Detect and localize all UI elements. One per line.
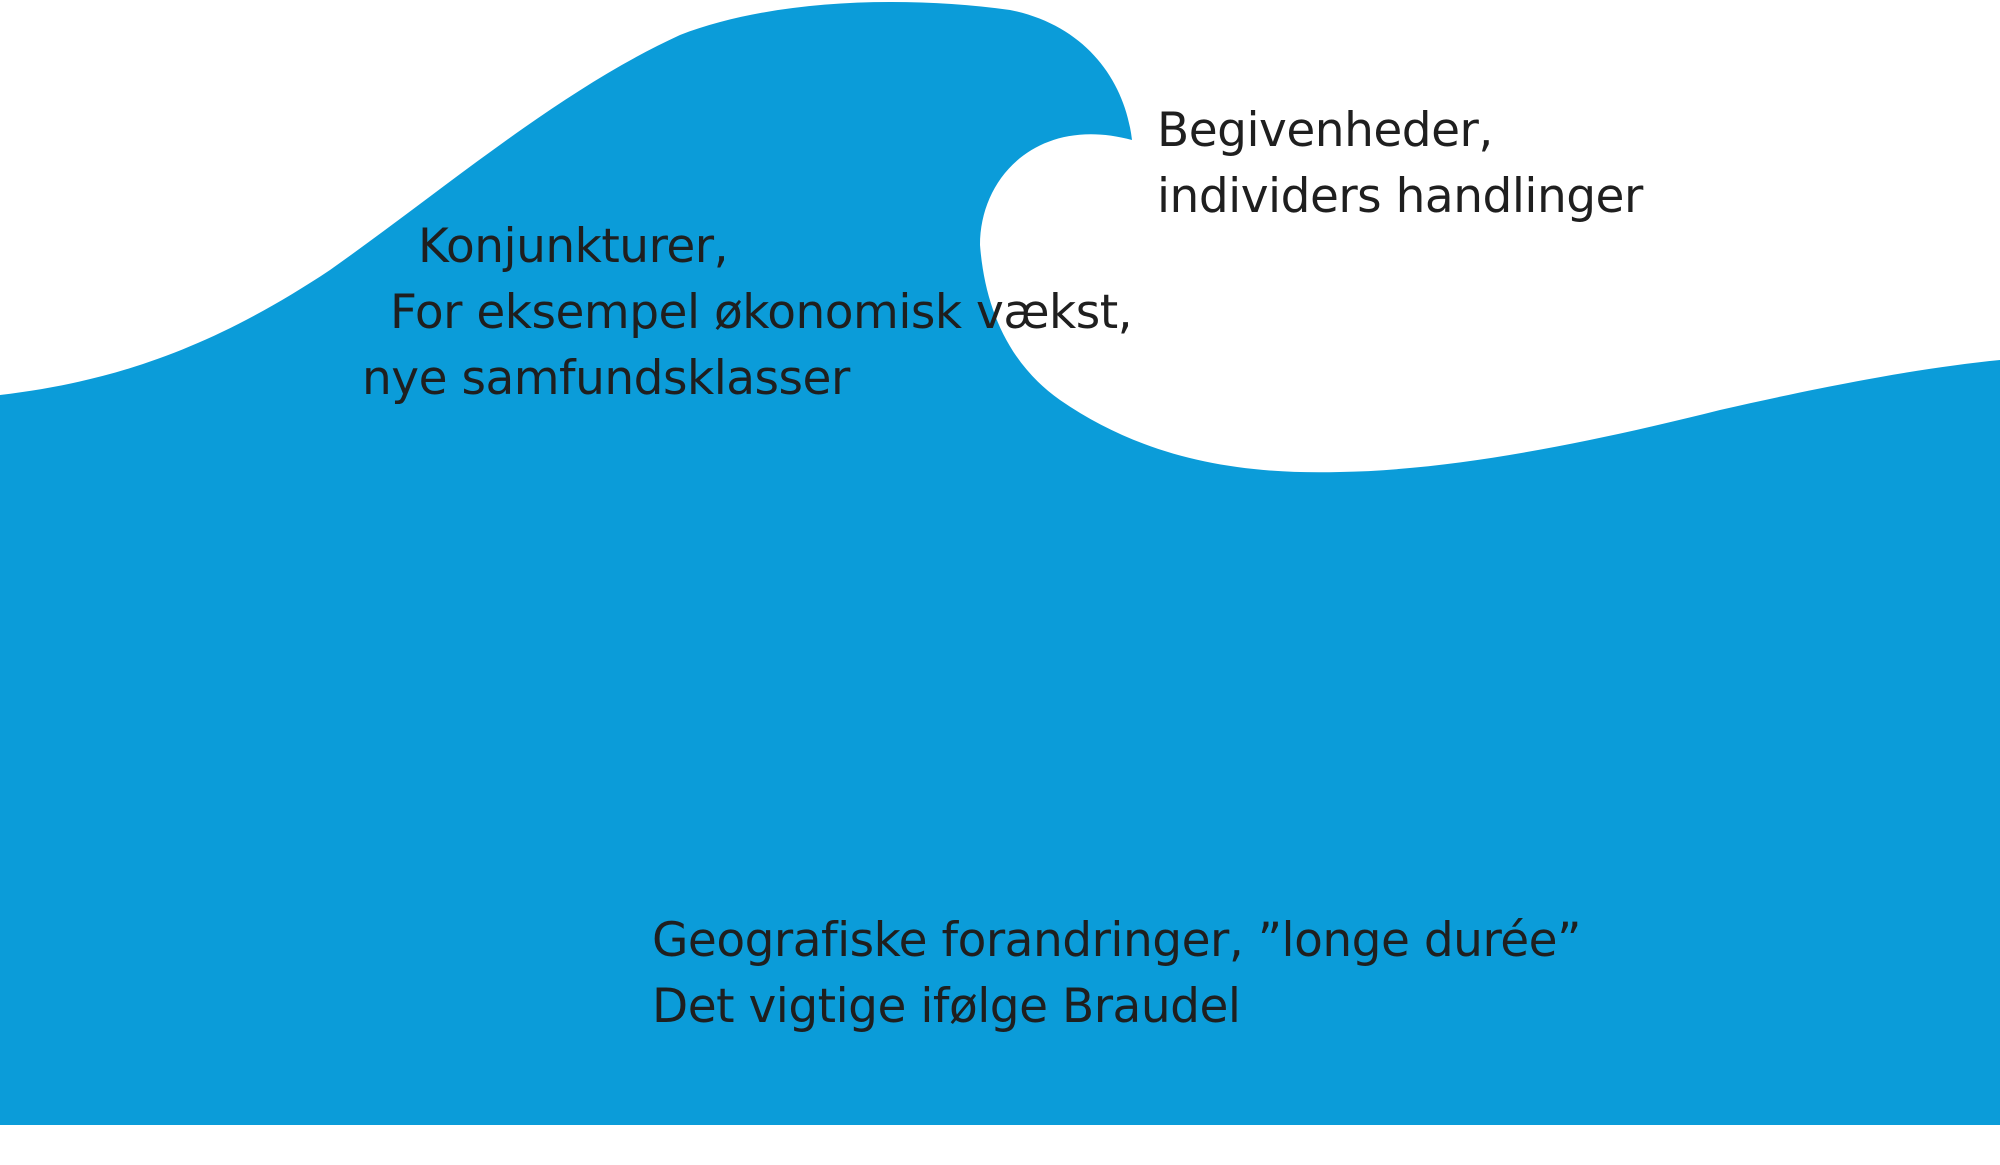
label-conjunctures-line-3: nye samfundsklasser [362, 351, 850, 406]
label-events [1157, 98, 1643, 230]
label-longue-duree-line-2: Det vigtige ifølge Braudel [652, 979, 1241, 1034]
label-events-line-1: Begivenheder, [1157, 103, 1493, 158]
label-conjunctures-line-2: For eksempel økonomisk vækst, [390, 285, 1133, 340]
label-events-line-2: individers handlinger [1157, 169, 1643, 224]
label-longue-duree [652, 908, 1581, 1040]
label-longue-duree-line-1: Geografiske forandringer, ”longe durée” [652, 913, 1581, 968]
label-conjunctures-line-1: Konjunkturer, [418, 219, 729, 274]
label-conjunctures [362, 214, 1132, 412]
